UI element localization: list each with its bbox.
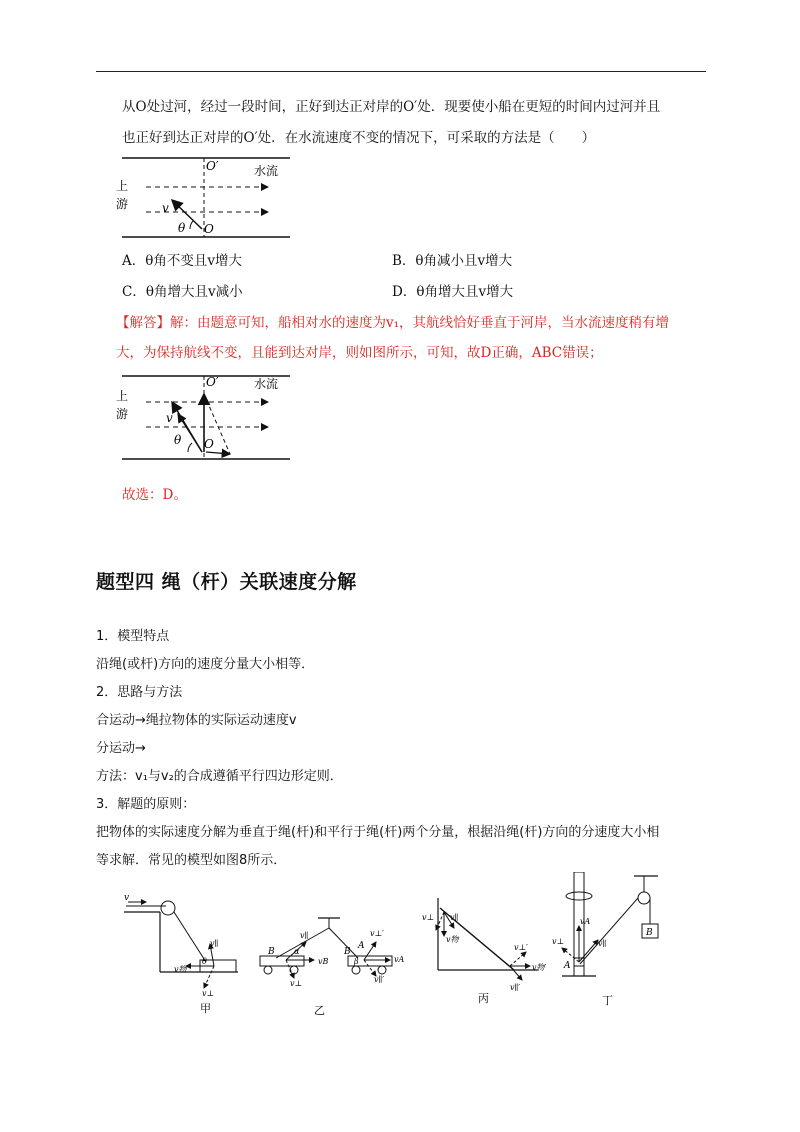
section-title: 题型四 绳（杆）关联速度分解: [96, 571, 357, 593]
river-figure-1: [108, 150, 294, 242]
label-water-flow: 水流: [254, 377, 279, 391]
label-water-flow: 水流: [254, 164, 279, 178]
model-jia: [124, 893, 238, 1015]
bing-v-par-2: v∥′: [510, 983, 521, 992]
yi-v-perp-1: v⊥: [290, 979, 303, 988]
jia-v-obj: v物: [174, 965, 187, 974]
ding-label-b: B: [646, 928, 653, 938]
item1-title: 1．模型特点: [96, 629, 170, 644]
current-vector: [206, 452, 230, 454]
theta-arc: [190, 221, 193, 229]
item3-line-2: 等求解．常见的模型如图8所示．: [96, 853, 287, 868]
yi-label-a: A: [358, 941, 365, 951]
jia-caption: 甲: [200, 1002, 211, 1015]
option-b: B．θ角减小且v增大: [392, 253, 513, 269]
problem-text-line-1: 从O处过河，经过一段时间，正好到达正对岸的O′处．现要使小船在更短的时间内过河并且: [122, 99, 661, 115]
label-upstream-2: 游: [116, 197, 129, 211]
rope-models-figure: [118, 872, 678, 1022]
river-figure-2: [108, 372, 294, 464]
label-theta: θ: [178, 221, 186, 235]
label-upstream-1: 上: [116, 389, 129, 403]
answer-line-1: 【解答】解：由题意可知，船相对水的速度为v₁，其航线恰好垂直于河岸，当水流速度稍有增: [116, 315, 670, 331]
velocity-vector: [172, 200, 202, 229]
label-v: v: [162, 201, 169, 215]
yi-label-b-1: B: [268, 947, 275, 957]
model-yi: [260, 918, 405, 1017]
yi-beta: β: [354, 957, 359, 966]
option-d: D．θ角增大且v增大: [392, 284, 514, 300]
yi-v-perp-prime: v⊥′: [370, 929, 384, 938]
jia-v-perp: v⊥: [202, 989, 215, 998]
item2-line-3: 方法：v₁与v₂的合成遵循平行四边形定则．: [96, 769, 343, 784]
item2-line-1: 合运动→绳拉物体的实际运动速度v: [96, 713, 297, 728]
yi-v-par-1: v∥: [300, 931, 309, 940]
model-bing: [422, 898, 547, 1005]
yi-v-a: vA: [394, 955, 405, 964]
label-o: O: [204, 437, 214, 451]
problem-text-line-2: 也正好到达正对岸的O′处．在水流速度不变的情况下，可采取的方法是（ ）: [122, 130, 596, 146]
yi-label-b-2: B: [344, 947, 351, 957]
option-a: A．θ角不变且v增大: [122, 253, 243, 269]
bing-caption: 丙: [478, 992, 489, 1005]
velocity-vector-2: [178, 414, 202, 452]
ding-v-perp: v⊥: [552, 937, 565, 946]
option-c: C．θ角增大且v减小: [122, 284, 243, 300]
model-ding: [552, 872, 658, 1007]
ding-v-par: v∥: [598, 939, 607, 948]
label-upstream-2: 游: [116, 407, 129, 421]
item2-line-2: 分运动→: [96, 741, 146, 756]
yi-v-b: vB: [318, 957, 329, 966]
label-theta: θ: [174, 433, 182, 447]
ding-v-a: vA: [580, 917, 591, 926]
bing-v-obj-2: v物′: [532, 963, 547, 972]
label-upstream-1: 上: [116, 179, 129, 193]
theta-arc: [188, 443, 192, 452]
header-rule: [96, 71, 706, 72]
label-o-prime: O′: [206, 159, 219, 173]
bing-v-perp-1: v⊥: [422, 913, 435, 922]
item1-text: 沿绳(或杆)方向的速度分量大小相等．: [96, 657, 315, 672]
yi-caption: 乙: [314, 1004, 325, 1017]
yi-v-par-2: v∥′: [374, 975, 385, 984]
yi-alpha: α: [294, 947, 300, 956]
item3-title: 3．解题的原则：: [96, 797, 196, 812]
ding-label-a: A: [564, 961, 571, 971]
bing-v-obj-1: v物: [446, 935, 459, 944]
jia-v-par: v∥: [210, 939, 219, 948]
label-o: O: [204, 222, 214, 236]
label-v: v: [166, 411, 173, 425]
bing-v-perp-2: v⊥′: [514, 943, 528, 952]
item2-title: 2．思路与方法: [96, 685, 183, 700]
answer-line-2: 大，为保持航线不变，且能到达对岸，则如图所示，可知，故D正确，ABC错误；: [116, 345, 603, 361]
bing-v-par-1: v∥: [450, 913, 459, 922]
jia-theta: θ: [202, 957, 207, 966]
item3-line-1: 把物体的实际速度分解为垂直于绳(杆)和平行于绳(杆)两个分量，根据沿绳(杆)方向的分速度大小相: [96, 825, 660, 840]
ding-caption: 丁: [602, 994, 613, 1007]
answer-conclusion: 故选：D。: [122, 487, 187, 503]
label-o-prime: O′: [206, 375, 219, 389]
jia-v: v: [124, 893, 130, 903]
